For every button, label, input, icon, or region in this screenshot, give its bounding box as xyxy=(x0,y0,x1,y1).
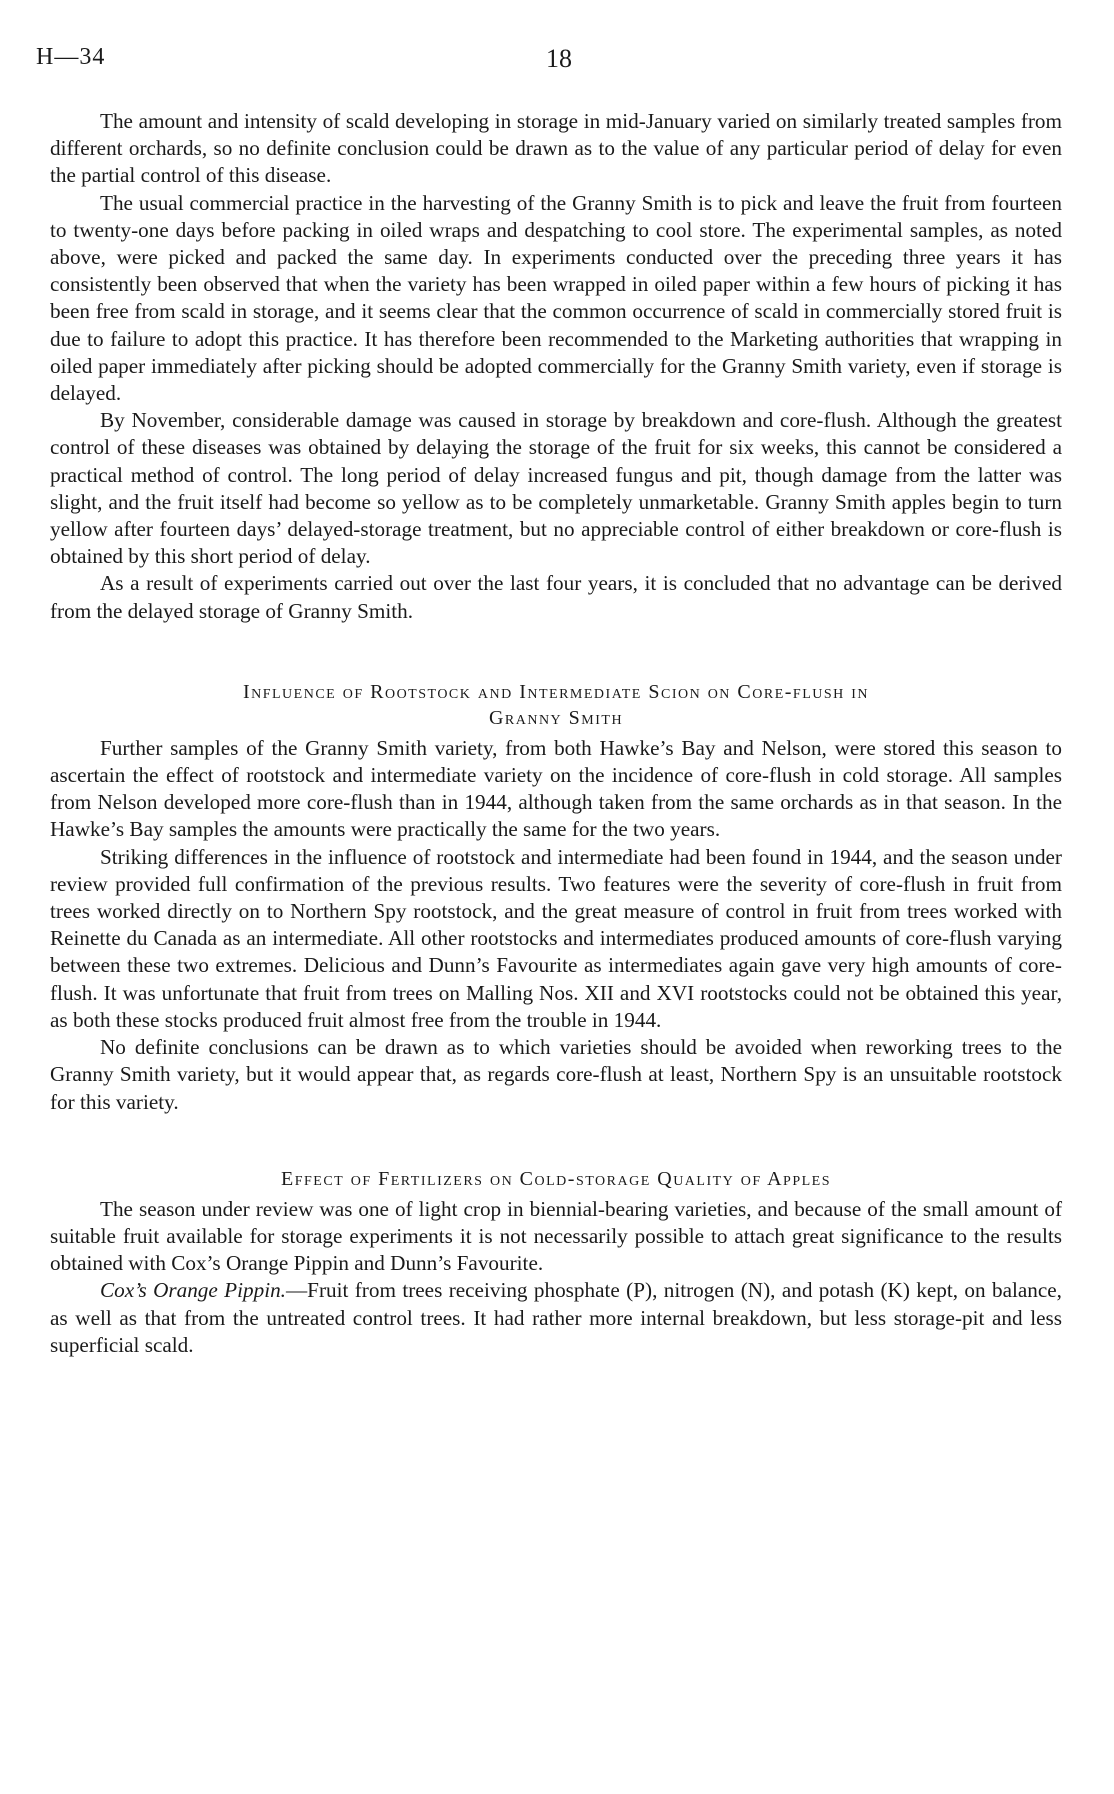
section-heading-rootstock-line2: Granny Smith xyxy=(488,706,624,729)
paragraph-coxs-orange-pippin xyxy=(50,1277,1062,1359)
variety-description: —Fruit from trees receiving phosphate (P), nitrogen (N), and potash (K) kept, on balance, as well as that from the untreated control trees. It had rather more internal breakdown, but less storage-pit and less superficial scald. xyxy=(50,1278,1062,1357)
paragraph-striking-differences: Striking differences in the influence of rootstock and intermediate had been found in 1944, and the season under review provided full confirmation of the previous results. Two features were the severity of core-flush in fruit from trees worked directly on to Northern Spy rootstock, and the great measure of control in fruit from trees worked with Reinette du Canada as an intermediate. All other rootstocks and intermediates produced amounts of core-flush varying between these two extremes. Delicious and Dunn’s Favourite as intermediates again gave very high amounts of core-flush. It was unfortunate that fruit from trees on Malling Nos. XII and XVI rootstocks could not be obtained this year, as both these stocks produced fruit almost free from the trouble in 1944. xyxy=(50,844,1062,1032)
page-number: 18 xyxy=(546,44,572,73)
paragraph-scald-variation: The amount and intensity of scald developing in storage in mid-January varied on similarly treated samples from different orchards, so no definite conclusion could be drawn as to the value of any particular period of delay for even the partial control of this disease. xyxy=(50,109,1062,188)
body-text xyxy=(50,108,1062,1359)
section-heading-rootstock-line1: Influence of Rootstock and Intermediate Scion on Core-flush in xyxy=(242,680,870,703)
paragraph-commercial-practice: The usual commercial practice in the harvesting of the Granny Smith is to pick and leave the fruit from fourteen to twenty-one days before packing in oiled wraps and despatching to cool store. The experimental samples, as noted above, were picked and packed the same day. In experiments conducted over the preceding three years it has consistently been observed that when the variety has been wrapped in oiled paper within a few hours of picking it has been free from scald in storage, and it seems clear that the common occurrence of scald in commercially stored fruit is due to failure to adopt this practice. It has therefore been recommended to the Marketing authorities that wrapping in oiled paper immediately after picking should be adopted commercially for the Granny Smith variety, even if storage is delayed. xyxy=(50,190,1062,406)
paragraph-november-damage: By November, considerable damage was caused in storage by breakdown and core-flush. Although the greatest control of these diseases was obtained by delaying the storage of the fruit for six weeks, this cannot be considered a practical method of control. The long period of delay increased fungus and pit, though damage from the latter was slight, and the fruit itself had become so yellow as to be completely unmarketable. Granny Smith apples begin to turn yellow after fourteen days’ delayed-storage treatment, but no appreciable control of either breakdown or core-flush is obtained by this short period of delay. xyxy=(50,408,1062,569)
variety-name-lead: Cox’s Orange Pippin. xyxy=(100,1278,286,1303)
page-header xyxy=(36,44,1078,84)
section-heading-fertilizers: Effect of Fertilizers on Cold-storage Quality of Apples xyxy=(281,1167,831,1190)
paragraph-conclusion-delayed-storage: As a result of experiments carried out over the last four years, it is concluded that no advantage can be derived from the delayed storage of Granny Smith. xyxy=(50,571,1062,623)
paragraph-further-samples: Further samples of the Granny Smith variety, from both Hawke’s Bay and Nelson, were stored this season to ascertain the effect of rootstock and intermediate variety on the incidence of core-flush in cold storage. All samples from Nelson developed more core-flush than in 1944, although taken from the same orchards as in that season. In the Hawke’s Bay samples the amounts were practically the same for the two years. xyxy=(50,735,1062,842)
section-heading-rootstock xyxy=(50,679,1062,731)
paragraph-light-crop-season: The season under review was one of light crop in biennial-bearing varieties, and because of the small amount of suitable fruit available for storage experiments it is not necessarily possible to attach great significance to the results obtained with Cox’s Orange Pippin and Dunn’s Favourite. xyxy=(50,1196,1062,1276)
paragraph-no-definite-conclusions: No definite conclusions can be drawn as to which varieties should be avoided when reworking trees to the Granny Smith variety, but it would appear that, as regards core-flush at least, Northern Spy is an unsuitable rootstock for this variety. xyxy=(50,1035,1062,1114)
document-reference: H—34 xyxy=(36,44,106,70)
